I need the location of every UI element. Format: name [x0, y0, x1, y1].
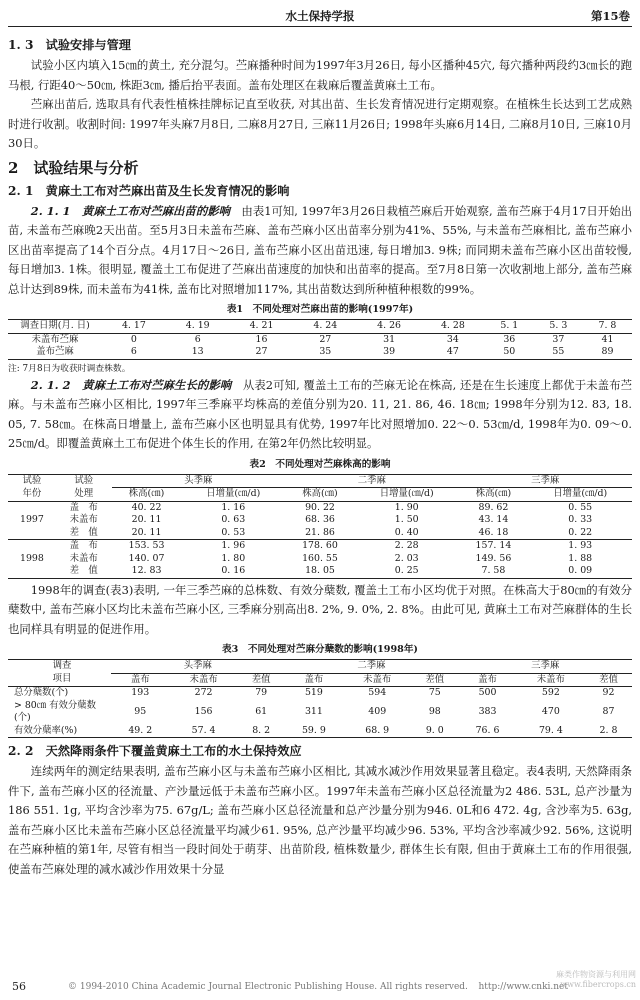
- table-header-cell: 三季麻: [458, 474, 632, 488]
- table-cell: 20. 11: [131, 526, 162, 538]
- table-row: [8, 501, 632, 514]
- table-header-cell: 试验: [74, 474, 94, 486]
- table-cell: 1. 16: [221, 501, 246, 513]
- table-cell: 47: [446, 346, 459, 357]
- table-header-cell: 年份: [8, 488, 56, 502]
- table-cell: 87: [602, 705, 615, 717]
- table-cell: 1. 90: [394, 501, 419, 513]
- table-cell: 0. 33: [568, 514, 593, 525]
- table-header-row: [8, 488, 632, 502]
- table-cell: 1. 80: [221, 552, 246, 564]
- paragraph: 连续两年的测定结果表明, 盖布苎麻小区与未盖布苎麻小区相比, 其减水减沙作用效果显著且稳定。表4表明, 天然降雨条件下, 盖布苎麻小区的径流量、产沙量远低于未盖布苎麻小区。1997年未盖布苎麻小区总径流量为2 486. 53L, 总产沙量为186 551. 1g, 平均含沙率为75. 67g/L; 盖布苎麻小区总径流量和总产沙量分别为946. 0L和6 472. 4g, 含沙率为5. 63g, 盖布苎麻小区比未盖布苎麻小区总径流量平均减少61. 95%, 总产沙量平均减少96. 53%, 平均含沙率减少92. 56%, 这说明在苎麻种植的第1年, 尽管有相当一段时间处于萌芽、出苗阶段, 植株数量少, 群体生长有限, 但由于黄麻土工布的作用很强, 使盖布苎麻处理的减水减沙作用效果十分显: [8, 764, 632, 876]
- table-row: [8, 725, 632, 738]
- table-cell: 16: [255, 333, 268, 345]
- body-text: [8, 34, 632, 879]
- table-cell: 90. 22: [305, 501, 335, 513]
- watermark: [556, 970, 636, 990]
- table-cell: 193: [131, 687, 150, 698]
- page-footer: [8, 980, 632, 996]
- table-1-caption: 表1 不同处理对苎麻出苗的影响(1997年): [226, 304, 414, 315]
- table-cell: 95: [134, 705, 147, 717]
- table-row: [8, 527, 632, 540]
- row-label: 有效分蘖率(%): [14, 724, 78, 736]
- table-3-caption: 表3 不同处理对苎麻分蘖数的影响(1998年): [222, 644, 418, 655]
- table-cell: 0. 40: [394, 526, 419, 538]
- table-cell: 0: [130, 333, 137, 345]
- table-header-row: [8, 320, 632, 334]
- table-cell: 39: [383, 346, 396, 357]
- table-cell: 6: [194, 333, 201, 345]
- paragraph-text: 由表1可知, 1997年3月26日栽植苎麻后开始观察, 盖布苎麻于4月17日开始出苗, 未盖布苎麻晚2天出苗。至5月3日未盖布苎麻、盖布苎麻小区出苗率分别为41%、55%, 与未盖布苎麻相比, 盖布苎麻小区出苗率提高了14个百分点。4月17日～26日, 盖布苎麻小区出苗迅速, 每日增加3. 9株; 而同期未盖布苎麻小区出苗较慢, 每日增加3. 1株。很明显, 覆盖土工布促进了苎麻出苗速度的加快和出苗率的提高。至7月8日第一次收割地上部分, 盖布苎麻总计达到89株, 而未盖布为41株, 盖布比对照增加117%, 其出苗数达到所种植种根数的99%。: [8, 203, 632, 296]
- table-header-cell: 7. 8: [583, 320, 632, 334]
- table-header-cell: 调查: [52, 660, 72, 672]
- copyright-notice: © 1994-2010 China Academic Journal Electronic Publishing House. All rights reserved.: [68, 982, 468, 992]
- row-label: 差 值: [69, 565, 98, 576]
- table-header-cell: 4. 19: [166, 320, 230, 334]
- row-label: 总分蘖数(个): [14, 687, 69, 698]
- table-cell: 140. 07: [128, 552, 165, 564]
- row-label: 盖 布: [56, 540, 112, 553]
- table-cell: 149. 56: [475, 552, 512, 564]
- table-cell: 272: [194, 687, 213, 698]
- row-label: 盖布苎麻: [36, 346, 74, 357]
- table-cell: 500: [478, 687, 497, 698]
- running-header: [8, 6, 632, 27]
- table-cell: 2. 8: [599, 724, 618, 736]
- table-2: [8, 474, 632, 579]
- table-cell: 409: [368, 705, 387, 717]
- table-header-cell: 调查日期(月. 日): [8, 320, 102, 334]
- table-cell: 98: [428, 705, 441, 717]
- table-header-cell: 4. 24: [293, 320, 357, 334]
- table-header-cell: 4. 26: [357, 320, 421, 334]
- table-cell: 2. 03: [394, 552, 419, 564]
- table-header-cell: 处理: [56, 488, 112, 502]
- table-cell: 46. 18: [478, 526, 509, 538]
- table-cell: 157. 14: [458, 540, 528, 553]
- table-cell: 592: [541, 687, 560, 698]
- table-cell: 1. 96: [181, 540, 285, 553]
- table-cell: 27: [319, 333, 332, 345]
- table-3: [8, 659, 632, 738]
- table-row: [8, 700, 632, 725]
- table-cell: 31: [383, 333, 396, 345]
- table-cell: 75: [428, 687, 441, 698]
- table-cell: 2. 28: [355, 540, 459, 553]
- watermark-line: www.fibercrops.cn: [560, 980, 636, 989]
- table-header-cell: 株高(㎝): [112, 488, 182, 502]
- table-cell: 8. 2: [252, 724, 271, 736]
- table-cell: 61: [255, 705, 268, 717]
- table-cell: 178. 60: [285, 540, 355, 553]
- table-header-cell: 二季麻: [285, 474, 458, 488]
- table-row: [8, 514, 632, 527]
- table-cell: 55: [552, 346, 565, 357]
- table-cell: 383: [478, 705, 497, 717]
- section-2-1-heading: 2. 1 黄麻土工布对苎麻出苗及生长发育情况的影响: [8, 183, 290, 198]
- table-header-cell: 三季麻: [458, 660, 632, 674]
- table-header-cell: 4. 17: [102, 320, 166, 334]
- table-cell: 50: [503, 346, 516, 357]
- table-cell: 40. 22: [131, 501, 162, 513]
- table-cell: 594: [368, 687, 387, 698]
- table-header-cell: 差值: [585, 673, 632, 687]
- table-header-cell: 未盖布: [343, 673, 411, 687]
- table-cell: 20. 11: [131, 514, 162, 525]
- paragraph: 1998年的调查(表3)表明, 一年三季苎麻的总株数、有效分蘖数, 覆盖土工布小区均优于对照。在株高大于80㎝的有效分蘖数中, 盖布苎麻小区均比未盖布苎麻小区, 三季麻分别高出8. 2%, 9. 0%, 2. 8%。由此可见, 黄麻土工布对苎麻群体的生长也同样具有明显的促进作用。: [8, 582, 632, 636]
- table-header-cell: 头季麻: [112, 474, 285, 488]
- section-2-2-heading: 2. 2 天然降雨条件下覆盖黄麻土工布的水土保持效应: [8, 744, 302, 758]
- paragraph-text: 从表2可知, 覆盖土工布的苎麻无论在株高, 还是在生长速度上都优于未盖布苎麻。与未盖布苎麻小区相比, 1997年三季麻平均株高的差值分别为20. 11, 21. 86, 46. 18㎝; 1998年分别为12. 83, 18. 05, 7. 58㎝。在株高日增量上, 盖布苎麻小区也明显具有优势, 1997年比对照增加0. 22～0. 53㎝/d, 1998年为0. 09～0. 25㎝/d。即覆盖黄麻土工布促进个体生长的作用, 在第2年仍然比较明显。: [8, 377, 633, 450]
- table-cell: 36: [503, 333, 516, 345]
- year-cell: 1998: [8, 540, 56, 579]
- table-cell: 35: [319, 346, 332, 357]
- row-label: 盖 布: [69, 501, 98, 513]
- table-cell: 92: [602, 687, 615, 698]
- table-cell: 49. 2: [128, 724, 153, 736]
- table-header-cell: 株高(㎝): [285, 488, 355, 502]
- table-cell: 1. 50: [394, 514, 419, 525]
- row-label: 差 值: [69, 526, 98, 538]
- table-header-cell: 盖布: [285, 673, 344, 687]
- table-cell: 37: [552, 333, 565, 345]
- table-cell: 0. 53: [221, 526, 246, 538]
- row-label: > 80㎝ 有效分蘖数(个): [14, 699, 96, 723]
- site-url: http://www.cnki.net: [478, 982, 568, 992]
- table-header-cell: 日增量(㎝/d): [528, 488, 632, 502]
- table-header-cell: 差值: [238, 673, 285, 687]
- table-header-row: [8, 673, 632, 687]
- table-header-cell: 盖布: [458, 673, 517, 687]
- table-cell: 0. 55: [568, 501, 593, 513]
- paragraph: [8, 202, 632, 300]
- table-cell: 89: [601, 346, 614, 357]
- year-cell: 1997: [19, 514, 44, 525]
- table-cell: 156: [194, 705, 213, 717]
- paragraph: 苎麻出苗后, 选取具有代表性植株挂牌标记直至收获, 对其出苗、生长发育情况进行定期观察。在植株生长达到工艺成熟时进行收割。收割时间: 1997年头麻7月8日, 二麻8月27日, 三麻11月26日; 1998年头麻6月14日, 二麻8月10日, 三麻10月30日。: [8, 97, 632, 150]
- table-2-caption: 表2 不同处理对苎麻株高的影响: [249, 458, 391, 470]
- table-header-cell: 日增量(㎝/d): [355, 488, 459, 502]
- table-header-cell: 项目: [8, 673, 111, 687]
- table-header-cell: 4. 28: [421, 320, 485, 334]
- table-cell: 0. 25: [394, 565, 419, 576]
- table-header-cell: 二季麻: [285, 660, 459, 674]
- table-cell: 311: [304, 705, 323, 717]
- table-cell: 18. 05: [305, 565, 335, 576]
- table-cell: 68. 36: [305, 514, 335, 525]
- table-header-row: [8, 660, 632, 674]
- table-cell: 34: [446, 333, 459, 345]
- table-header-cell: 未盖布: [170, 673, 238, 687]
- table-1: [8, 319, 632, 360]
- table-cell: 27: [255, 346, 268, 357]
- table-cell: 0. 63: [221, 514, 246, 525]
- table-cell: 76. 6: [475, 724, 500, 736]
- table-header-cell: 头季麻: [111, 660, 285, 674]
- table-row: [8, 333, 632, 346]
- table-cell: 41: [601, 333, 614, 345]
- subsection-2-1-2-heading: 2. 1. 2 黄麻土工布对苎麻生长的影响: [30, 377, 232, 392]
- table-header-cell: 盖布: [111, 673, 170, 687]
- table-cell: 89. 62: [478, 501, 509, 513]
- table-header-cell: 差值: [411, 673, 458, 687]
- table-cell: 470: [541, 705, 560, 717]
- table-row: [8, 346, 632, 359]
- table-row: [8, 553, 632, 566]
- paragraph: [8, 376, 632, 454]
- table-cell: 9. 0: [425, 724, 444, 736]
- table-row: [8, 540, 632, 553]
- row-label: 未盖布: [69, 514, 98, 525]
- section-1-3-heading: 1. 3 试验安排与管理: [8, 38, 131, 52]
- table-header-row: [8, 474, 632, 488]
- volume-number: 第15卷: [590, 9, 630, 23]
- table-header-cell: 4. 21: [230, 320, 294, 334]
- subsection-2-1-1-heading: 2. 1. 1 黄麻土工布对苎麻出苗的影响: [30, 203, 231, 218]
- table-cell: 57. 4: [191, 724, 216, 736]
- table-cell: 6: [130, 346, 137, 357]
- table-cell: 1. 93: [528, 540, 632, 553]
- table-header-cell: 株高(㎝): [458, 488, 528, 502]
- table-cell: 43. 14: [478, 514, 509, 525]
- table-cell: 160. 55: [302, 552, 338, 564]
- table-cell: 0. 16: [221, 565, 246, 576]
- table-cell: 59. 9: [301, 724, 326, 736]
- page-number: 56: [12, 980, 26, 993]
- table-header-cell: 试验: [22, 474, 42, 486]
- table-cell: 79. 4: [538, 724, 563, 736]
- table-cell: 0. 09: [568, 565, 593, 576]
- table-cell: 79: [255, 687, 268, 698]
- section-2-heading: 2 试验结果与分析: [8, 158, 139, 177]
- table-cell: 519: [304, 687, 323, 698]
- table-cell: 68. 9: [365, 724, 390, 736]
- table-cell: 13: [191, 346, 204, 357]
- table-1-note: 注: 7月8日为收获时调查株数。: [8, 363, 131, 374]
- row-label: 未盖布苎麻: [31, 333, 79, 345]
- table-cell: 12. 83: [131, 565, 162, 576]
- table-cell: 21. 86: [305, 526, 335, 538]
- table-cell: 1. 88: [568, 552, 593, 564]
- watermark-line: 麻类作物资源与利用网: [556, 970, 636, 979]
- table-header-cell: 5. 3: [534, 320, 583, 334]
- paragraph: 试验小区内填入15㎝的黄土, 充分混匀。苎麻播种时间为1997年3月26日, 每小区播种45穴, 每穴播种两段约3㎝长的跑马根, 行距40～50㎝, 株距3㎝, 播后抬平表面。盖布处理区在栽麻后覆盖黄麻土工布。: [8, 58, 632, 92]
- table-header-cell: 日增量(㎝/d): [181, 488, 285, 502]
- row-label: 未盖布: [69, 552, 98, 564]
- table-row: [8, 565, 632, 578]
- table-header-cell: 5. 1: [485, 320, 534, 334]
- table-row: [8, 687, 632, 700]
- table-cell: 0. 22: [568, 526, 593, 538]
- table-cell: 7. 58: [481, 565, 506, 576]
- table-header-cell: 未盖布: [517, 673, 585, 687]
- journal-name: 水土保持学报: [285, 9, 355, 23]
- table-cell: 153. 53: [112, 540, 182, 553]
